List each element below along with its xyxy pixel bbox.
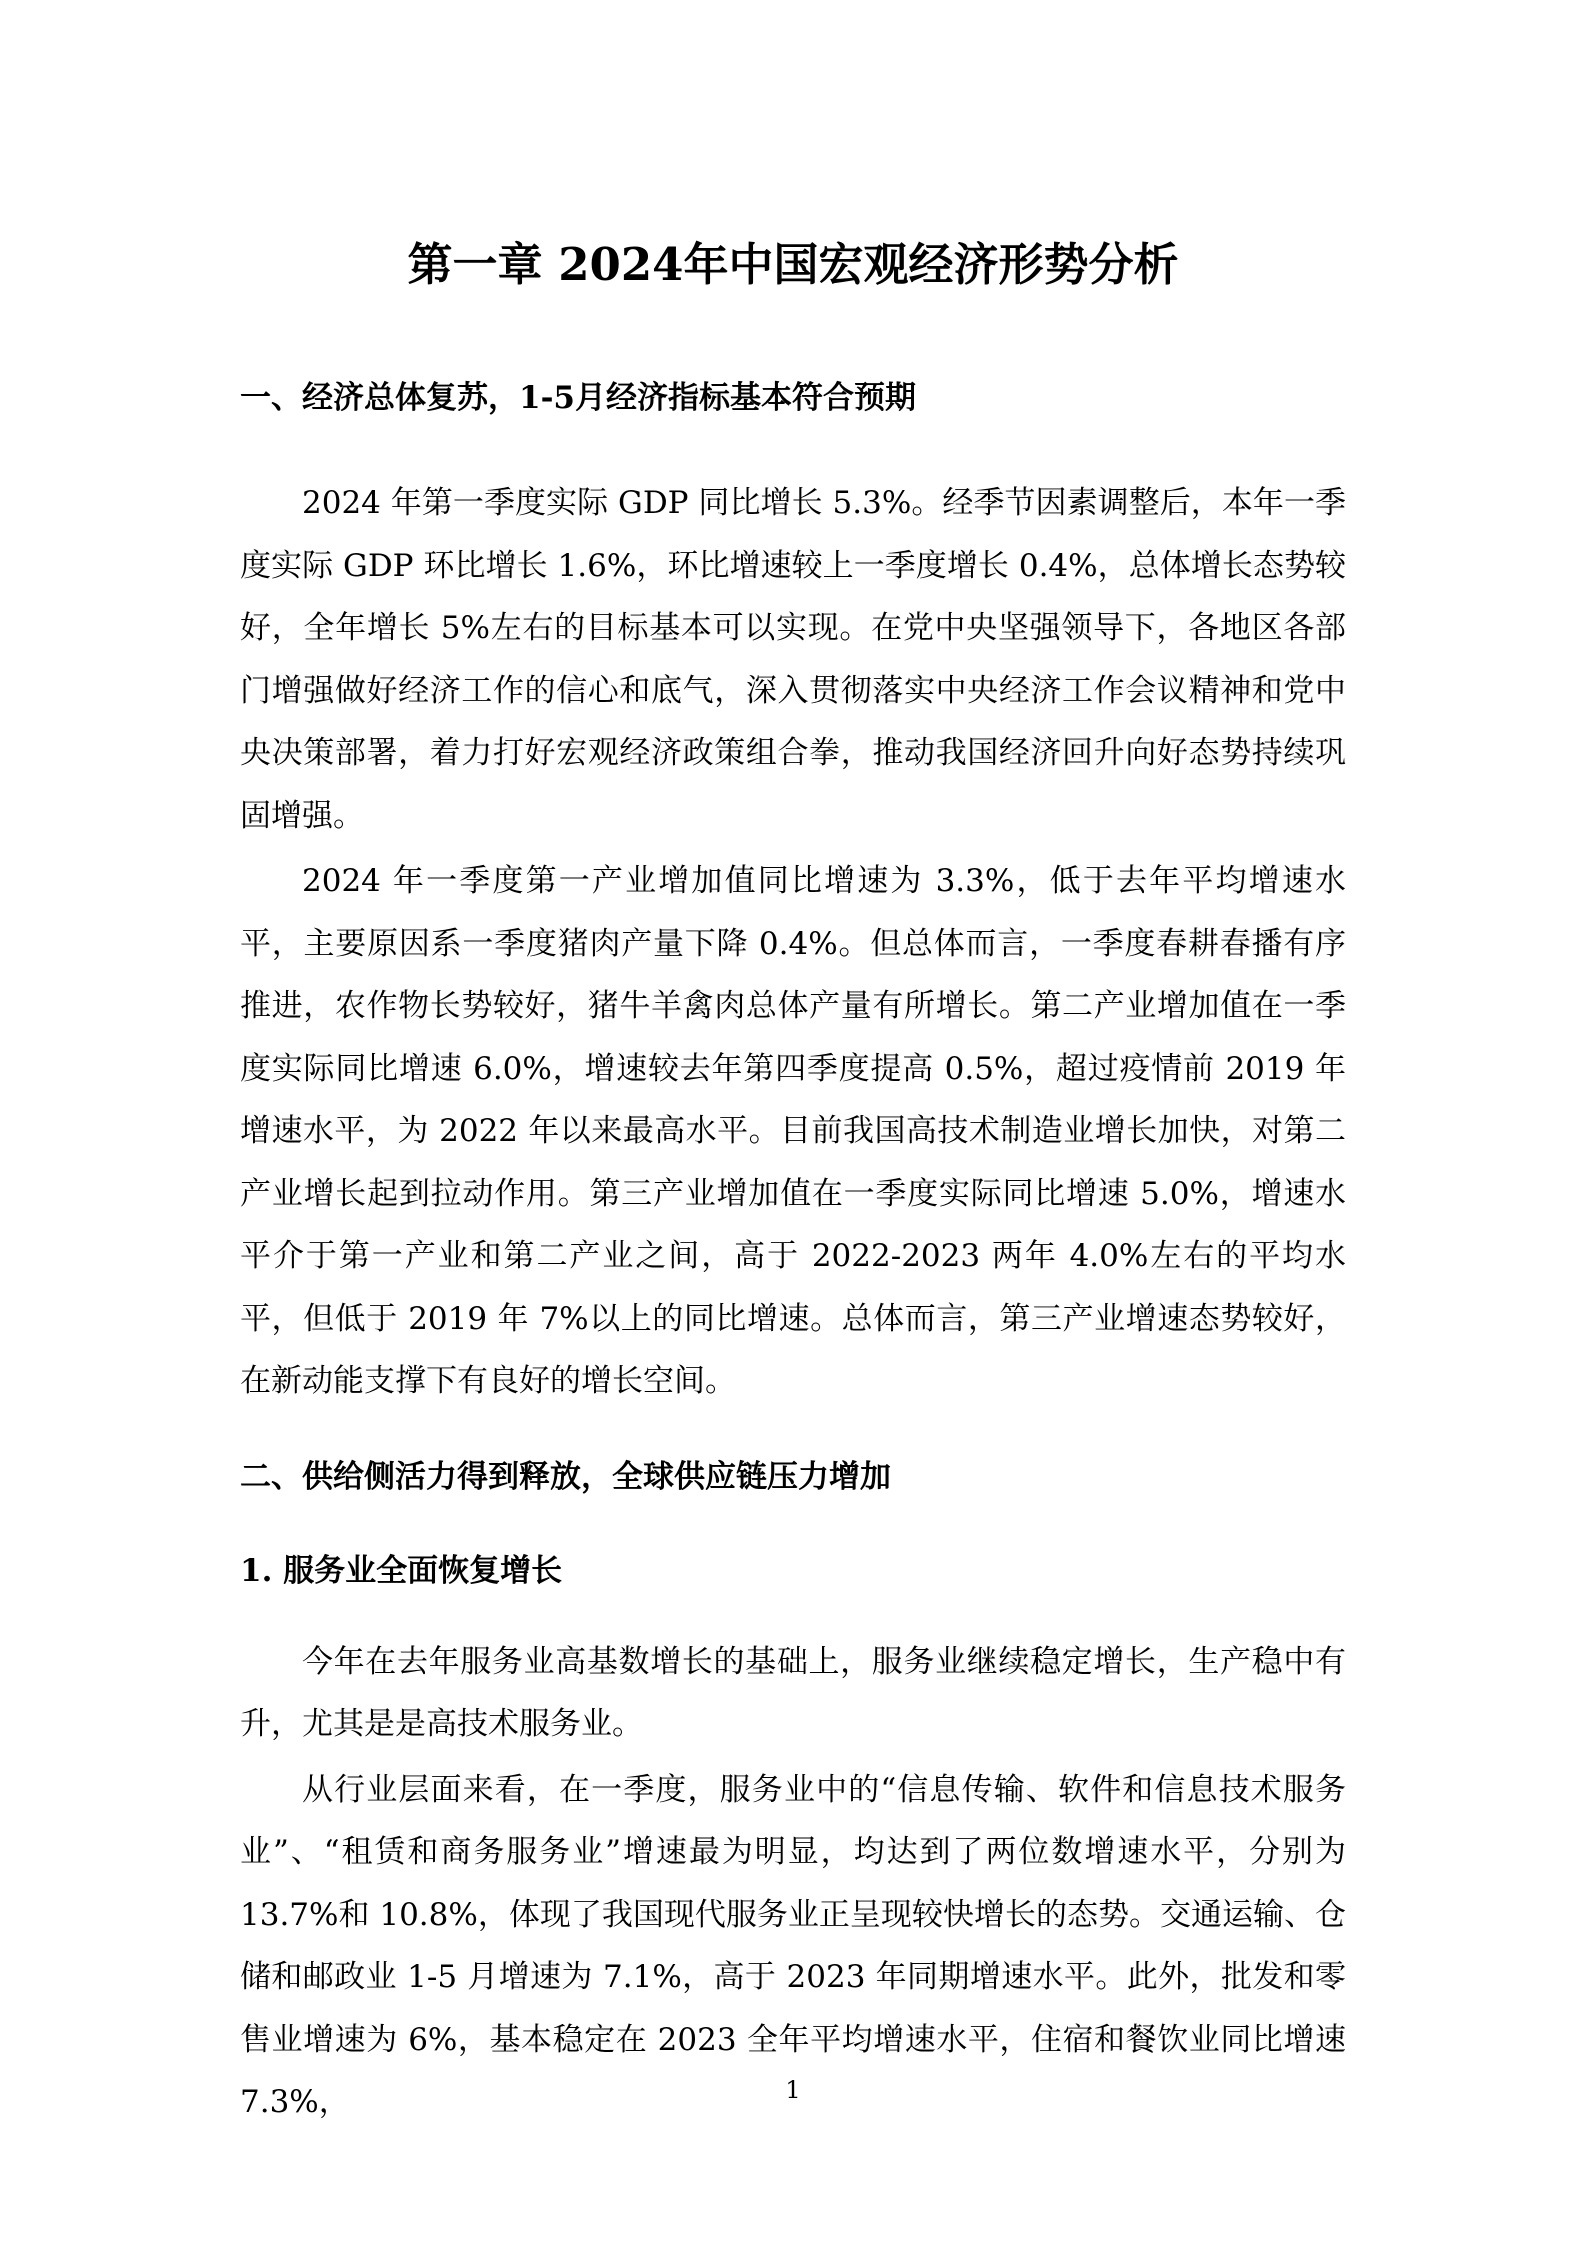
section-heading-1: 一、经济总体复苏，1-5月经济指标基本符合预期 xyxy=(240,380,917,416)
page-content xyxy=(240,230,1346,2134)
page-number: 1 xyxy=(785,2076,801,2104)
chapter-title: 第一章 2024年中国宏观经济形势分析 xyxy=(407,238,1179,291)
paragraph: 从行业层面来看，在一季度，服务业中的“信息传输、软件和信息技术服务业”、“租赁和商务服务业”增速最为明显，均达到了两位数增速水平，分别为 13.7%和 10.8%，体现了我国现代服务业正呈现较快增长的态势。交通运输、仓储和邮政业 1-5 月增速为 7.1%，高于 2023 年同期增速水平。此外，批发和零售业增速为 6%，基本稳定在 2023 全年平均增速水平，住宿和餐饮业同比增速 7.3%， xyxy=(240,1771,1346,2120)
paragraph: 2024 年一季度第一产业增加值同比增速为 3.3%，低于去年平均增速水平，主要原因系一季度猪肉产量下降 0.4%。但总体而言，一季度春耕春播有序推进，农作物长势较好，猪牛羊禽肉总体产量有所增长。第二产业增加值在一季度实际同比增速 6.0%，增速较去年第四季度提高 0.5%，超过疫情前 2019 年增速水平，为 2022 年以来最高水平。目前我国高技术制造业增长加快，对第二产业增长起到拉动作用。第三产业增加值在一季度实际同比增速 5.0%，增速水平介于第一产业和第二产业之间，高于 2022-2023 两年 4.0%左右的平均水平，但低于 2019 年 7%以上的同比增速。总体而言，第三产业增速态势较好，在新动能支撑下有良好的增长空间。 xyxy=(240,863,1346,1399)
section-heading-2: 二、供给侧活力得到释放，全球供应链压力增加 xyxy=(240,1458,891,1495)
paragraph: 2024 年第一季度实际 GDP 同比增长 5.3%。经季节因素调整后，本年一季度实际 GDP 环比增长 1.6%，环比增速较上一季度增长 0.4%，总体增长态势较好，全年增长 5%左右的目标基本可以实现。在党中央坚强领导下，各地区各部门增强做好经济工作的信心和底气，深入贯彻落实中央经济工作会议精神和党中央决策部署，着力打好宏观经济政策组合拳，推动我国经济回升向好态势持续巩固增强。 xyxy=(240,485,1346,834)
subsection-heading-1: 1. 服务业全面恢复增长 xyxy=(240,1552,563,1589)
paragraph: 今年在去年服务业高基数增长的基础上，服务业继续稳定增长，生产稳中有升，尤其是是高技术服务业。 xyxy=(240,1643,1346,1742)
